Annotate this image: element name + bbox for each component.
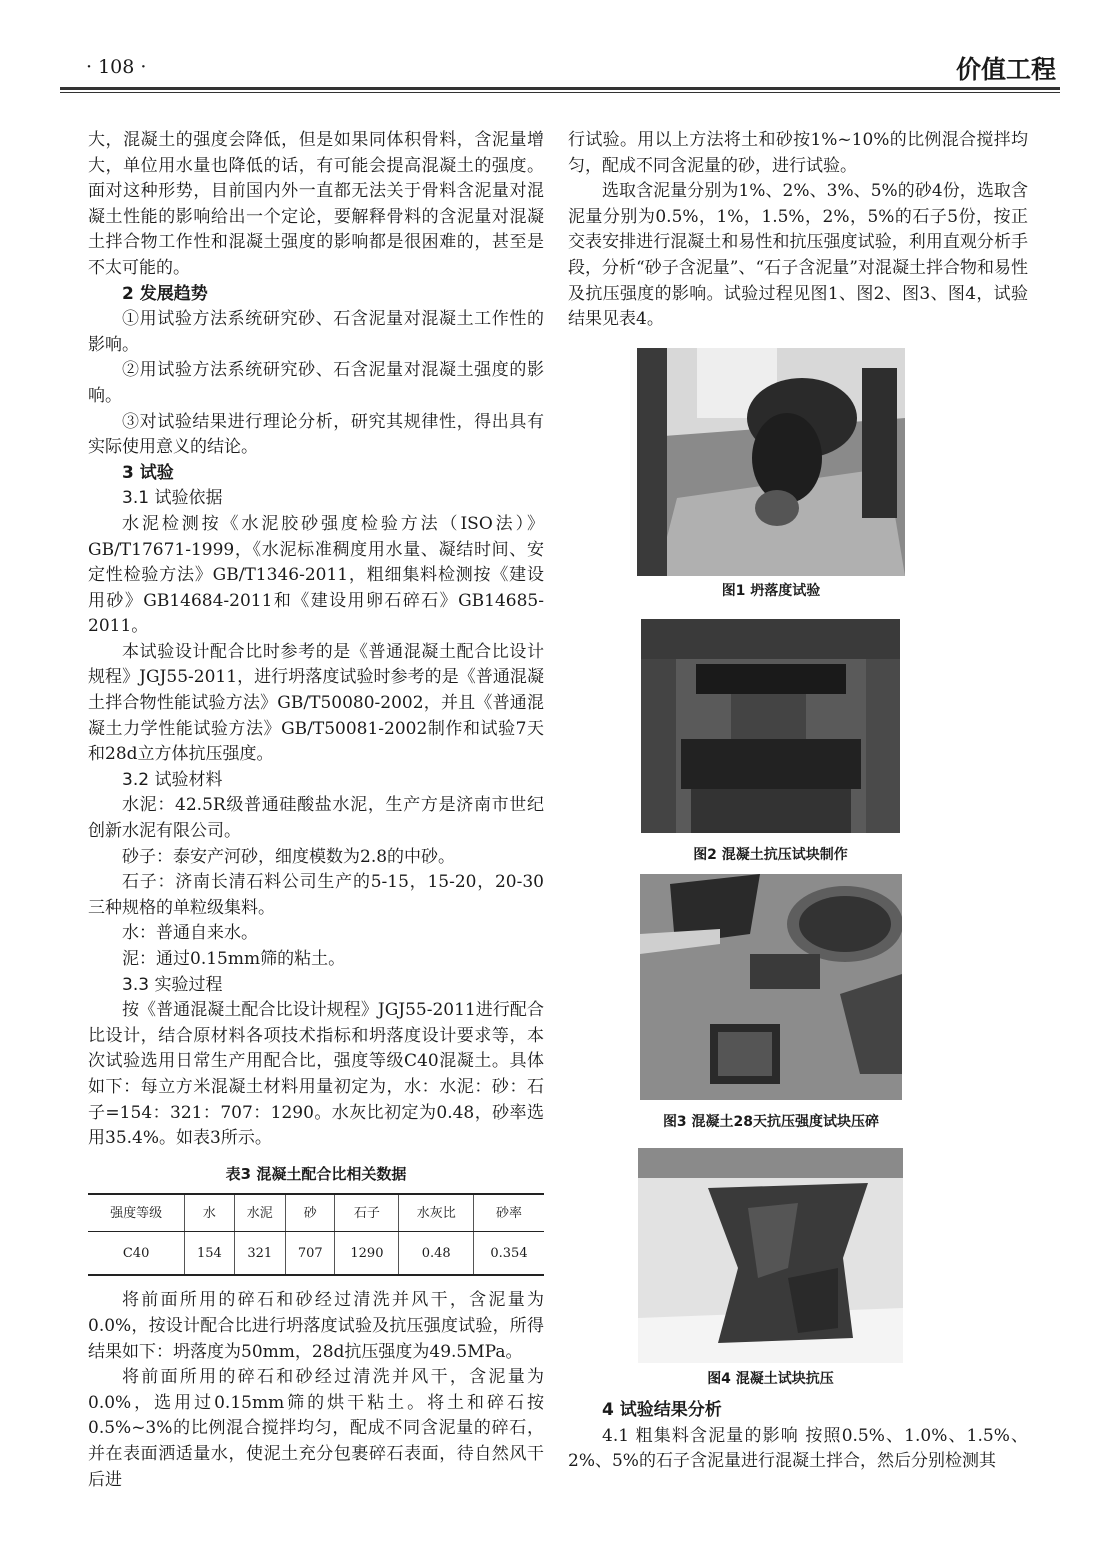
trend-item-1: ①用试验方法系统研究砂、石含泥量对混凝土工作性的影响。 xyxy=(88,309,544,355)
table-header-row xyxy=(88,1194,544,1232)
th-stone: 石子 xyxy=(335,1194,399,1232)
th-water: 水 xyxy=(185,1194,234,1232)
figure-1-caption: 图1 坍落度试验 xyxy=(721,583,821,599)
td-grade: C40 xyxy=(88,1232,185,1276)
td-wc-ratio: 0.48 xyxy=(399,1232,474,1276)
right-column-bottom xyxy=(568,1398,1028,1475)
material-stone: 石子：济南长清石料公司生产的5-15，15-20，20-30三种规格的单粒级集料。 xyxy=(88,872,544,918)
header-rule-thin xyxy=(60,92,1060,93)
material-water: 水：普通自来水。 xyxy=(122,923,258,944)
trend-item-2: ②用试验方法系统研究砂、石含泥量对混凝土强度的影响。 xyxy=(88,360,544,406)
th-sand: 砂 xyxy=(286,1194,335,1232)
right-column-top xyxy=(568,128,1028,333)
figure-3-photo xyxy=(640,874,902,1100)
td-sand: 707 xyxy=(286,1232,335,1276)
paragraph-process: 按《普通混凝土配合比设计规程》JGJ55-2011进行配合比设计，结合原材料各项技术指标和坍落度设计要求等，本次试验选用日常生产用配合比，强度等级C40混凝土。具体如下：每立方米混凝土材料用量初定为，水：水泥：砂：石子=154：321：707：1290。水灰比初定为0.48，砂率选用35.4%。如表3所示。 xyxy=(88,1000,544,1149)
left-column xyxy=(88,128,544,1493)
figure-1-photo xyxy=(637,348,905,576)
figure-4-caption: 图4 混凝土试块抗压 xyxy=(707,1371,834,1387)
td-stone: 1290 xyxy=(335,1232,399,1276)
th-grade: 强度等级 xyxy=(88,1194,185,1232)
figure-3-caption: 图3 混凝土28天抗压强度试块压碎 xyxy=(662,1114,880,1130)
paragraph-intro: 大，混凝土的强度会降低，但是如果同体积骨料，含泥量增大，单位用水量也降低的话，有可能会提高混凝土的强度。面对这种形势，目前国内外一直都无法关于骨料含泥量对混凝土性能的影响给出一个定论，要解释骨料的含泥量对混凝土拌合物工作性和混凝土强度的影响都是很困难的，甚至是不太可能的。 xyxy=(88,130,544,278)
paragraph-after-1: 将前面所用的碎石和砂经过清洗并风干，含泥量为0.0%，按设计配合比进行坍落度试验及抗压强度试验，所得结果如下：坍落度为50mm，28d抗压强度为49.5MPa。 xyxy=(88,1290,544,1362)
paragraph-right-1: 行试验。用以上方法将土和砂按1%~10%的比例混合搅拌均匀，配成不同含泥量的砂，进行试验。 xyxy=(568,130,1028,176)
paragraph-results-1: 4.1 粗集料含泥量的影响 按照0.5%、1.0%、1.5%、2%、5%的石子含泥量进行混凝土拌合，然后分别检测其 xyxy=(568,1425,1028,1472)
table-row xyxy=(88,1232,544,1276)
td-cement: 321 xyxy=(234,1232,285,1276)
journal-name: 价值工程 xyxy=(955,55,1056,84)
header-rule-thick xyxy=(60,87,1060,90)
trend-item-3: ③对试验结果进行理论分析，研究其规律性，得出具有实际使用意义的结论。 xyxy=(88,411,544,458)
mix-ratio-table xyxy=(88,1193,544,1276)
figure-4-photo xyxy=(638,1148,903,1363)
paragraph-after-2: 将前面所用的碎石和砂经过清洗并风干，含泥量为0.0%，选用过0.15mm筛的烘干粘土。将土和碎石按0.5%~3%的比例混合搅拌均匀，配成不同含泥量的碎石，并在表面洒适量水，使泥土充分包裹碎石表面，待自然风干后进 xyxy=(88,1367,544,1490)
material-cement: 水泥：42.5R级普通硅酸盐水泥，生产方是济南市世纪创新水泥有限公司。 xyxy=(88,795,544,842)
th-sand-ratio: 砂率 xyxy=(473,1194,544,1232)
heading-process: 3.3 实验过程 xyxy=(122,974,223,995)
th-wc-ratio: 水灰比 xyxy=(399,1194,474,1232)
heading-results: 4 试验结果分析 xyxy=(602,1400,722,1420)
material-sand: 砂子：泰安产河砂，细度模数为2.8的中砂。 xyxy=(122,846,456,867)
heading-materials: 3.2 试验材料 xyxy=(122,769,223,790)
paragraph-right-2: 选取含泥量分别为1%、2%、3%、5%的砂4份，选取含泥量分别为0.5%，1%，1.5%，2%，5%的石子5份，按正交表安排进行混凝土和易性和抗压强度试验，利用直观分析手段，分析“砂子含泥量”、“石子含泥量”对混凝土拌合物和易性及抗压强度的影响。试验过程见图1、图2、图3、图4，试验结果见表4。 xyxy=(568,181,1028,330)
heading-test: 3 试验 xyxy=(122,462,174,483)
td-water: 154 xyxy=(185,1232,234,1276)
paragraph-basis-1: 水泥检测按《水泥胶砂强度检验方法（ISO法）》GB/T17671-1999，《水泥标准稠度用水量、凝结时间、安定性检验方法》GB/T1346-2011，粗细集料检测按《建设用砂》GB14684-2011和《建设用卵石碎石》GB14685-2011。 xyxy=(88,513,544,637)
page-header xyxy=(60,50,1060,88)
table-caption: 表3 混凝土配合比相关数据 xyxy=(225,1164,407,1183)
page-number: · 108 · xyxy=(86,56,147,78)
paragraph-basis-2: 本试验设计配合比时参考的是《普通混凝土配合比设计规程》JGJ55-2011，进行坍落度试验时参考的是《普通混凝土拌合物性能试验方法》GB/T50080-2002，并且《普通混凝土力学性能试验方法》GB/T50081-2002制作和试验7天和28d立方体抗压强度。 xyxy=(88,641,544,765)
material-clay: 泥：通过0.15mm筛的粘土。 xyxy=(122,949,346,969)
heading-development: 2 发展趋势 xyxy=(122,283,208,304)
heading-test-basis: 3.1 试验依据 xyxy=(122,488,223,509)
figure-2-photo xyxy=(641,619,900,833)
figure-2-caption: 图2 混凝土抗压试块制作 xyxy=(693,847,848,863)
th-cement: 水泥 xyxy=(234,1194,285,1232)
td-sand-ratio: 0.354 xyxy=(473,1232,544,1276)
